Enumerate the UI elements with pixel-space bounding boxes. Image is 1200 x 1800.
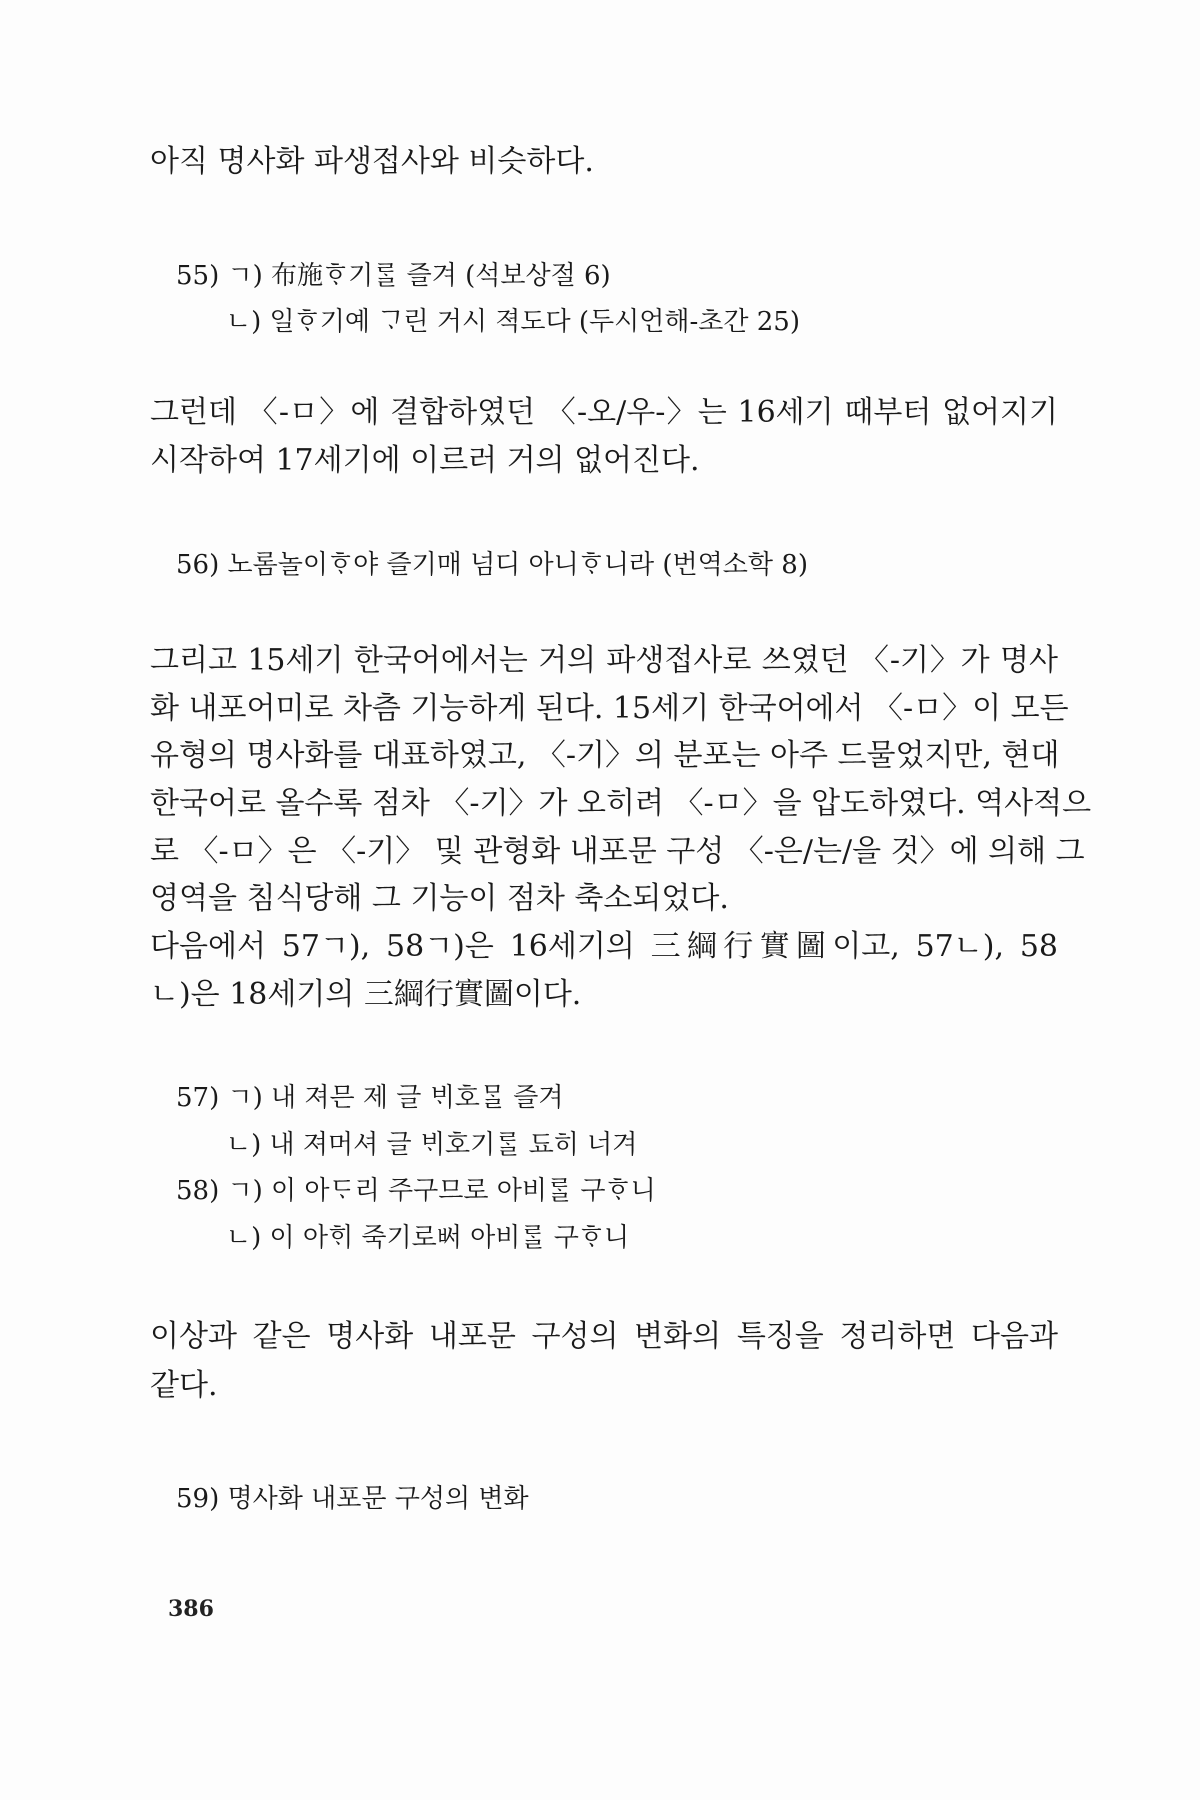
paragraph-line: 같다. bbox=[150, 1368, 218, 1403]
paragraph-line: 한국어로 올수록 점차 〈-기〉가 오히려 〈-ㅁ〉을 압도하였다. 역사적으 bbox=[150, 786, 1092, 821]
paragraph-line: 이상과 같은 명사화 내포문 구성의 변화의 특징을 정리하면 다음과 bbox=[150, 1319, 1058, 1354]
example-58b: ㄴ) 이 아ᄒᆡ 죽기로ᄡᅥ 아비ᄅᆞᆯ 구ᄒᆞ니 bbox=[226, 1223, 630, 1253]
paragraph-line: 영역을 침식당해 그 기능이 점차 축소되었다. bbox=[150, 881, 729, 916]
paragraph-line: 화 내포어미로 차츰 기능하게 된다. 15세기 한국어에서 〈-ㅁ〉이 모든 bbox=[150, 691, 1069, 726]
paragraph-line: 그런데 〈-ㅁ〉에 결합하였던 〈-오/우-〉는 16세기 때부터 없어지기 bbox=[150, 395, 1058, 430]
paragraph-line: 아직 명사화 파생접사와 비슷하다. bbox=[150, 144, 594, 179]
example-56: 56) 노롬놀이ᄒᆞ야 즐기매 넘디 아니ᄒᆞ니라 (번역소학 8) bbox=[176, 550, 808, 580]
paragraph-line: 로 〈-ㅁ〉은 〈-기〉 및 관형화 내포문 구성 〈-은/는/을 것〉에 의해 그 bbox=[150, 834, 1085, 869]
example-57a: 57) ㄱ) 내 져믄 제 글 ᄇᆡ호ᄆᆞᆯ 즐겨 bbox=[176, 1083, 564, 1113]
paragraph-line: 다음에서 57ㄱ), 58ㄱ)은 16세기의 三綱行實圖이고, 57ㄴ), 58 bbox=[150, 929, 1058, 964]
example-55b: ㄴ) 일ᄒᆞ기예 ᄀᆞ린 거시 젹도다 (두시언해-초간 25) bbox=[226, 307, 800, 337]
example-55a: 55) ㄱ) 布施ᄒᆞ기ᄅᆞᆯ 즐겨 (석보상절 6) bbox=[176, 261, 611, 291]
paragraph-line: 그리고 15세기 한국어에서는 거의 파생접사로 쓰였던 〈-기〉가 명사 bbox=[150, 643, 1058, 678]
paragraph-line: 유형의 명사화를 대표하였고, 〈-기〉의 분포는 아주 드물었지만, 현대 bbox=[150, 738, 1060, 773]
paragraph-line: ㄴ)은 18세기의 三綱行實圖이다. bbox=[150, 977, 582, 1012]
example-58a: 58) ㄱ) 이 아ᄃᆞ리 주구므로 아비ᄅᆞᆯ 구ᄒᆞ니 bbox=[176, 1176, 656, 1206]
page-number: 386 bbox=[168, 1596, 214, 1622]
example-57b: ㄴ) 내 져머셔 글 ᄇᆡ호기ᄅᆞᆯ 됴히 너겨 bbox=[226, 1130, 638, 1160]
paragraph-line: 시작하여 17세기에 이르러 거의 없어진다. bbox=[150, 443, 700, 478]
example-59: 59) 명사화 내포문 구성의 변화 bbox=[176, 1484, 529, 1514]
